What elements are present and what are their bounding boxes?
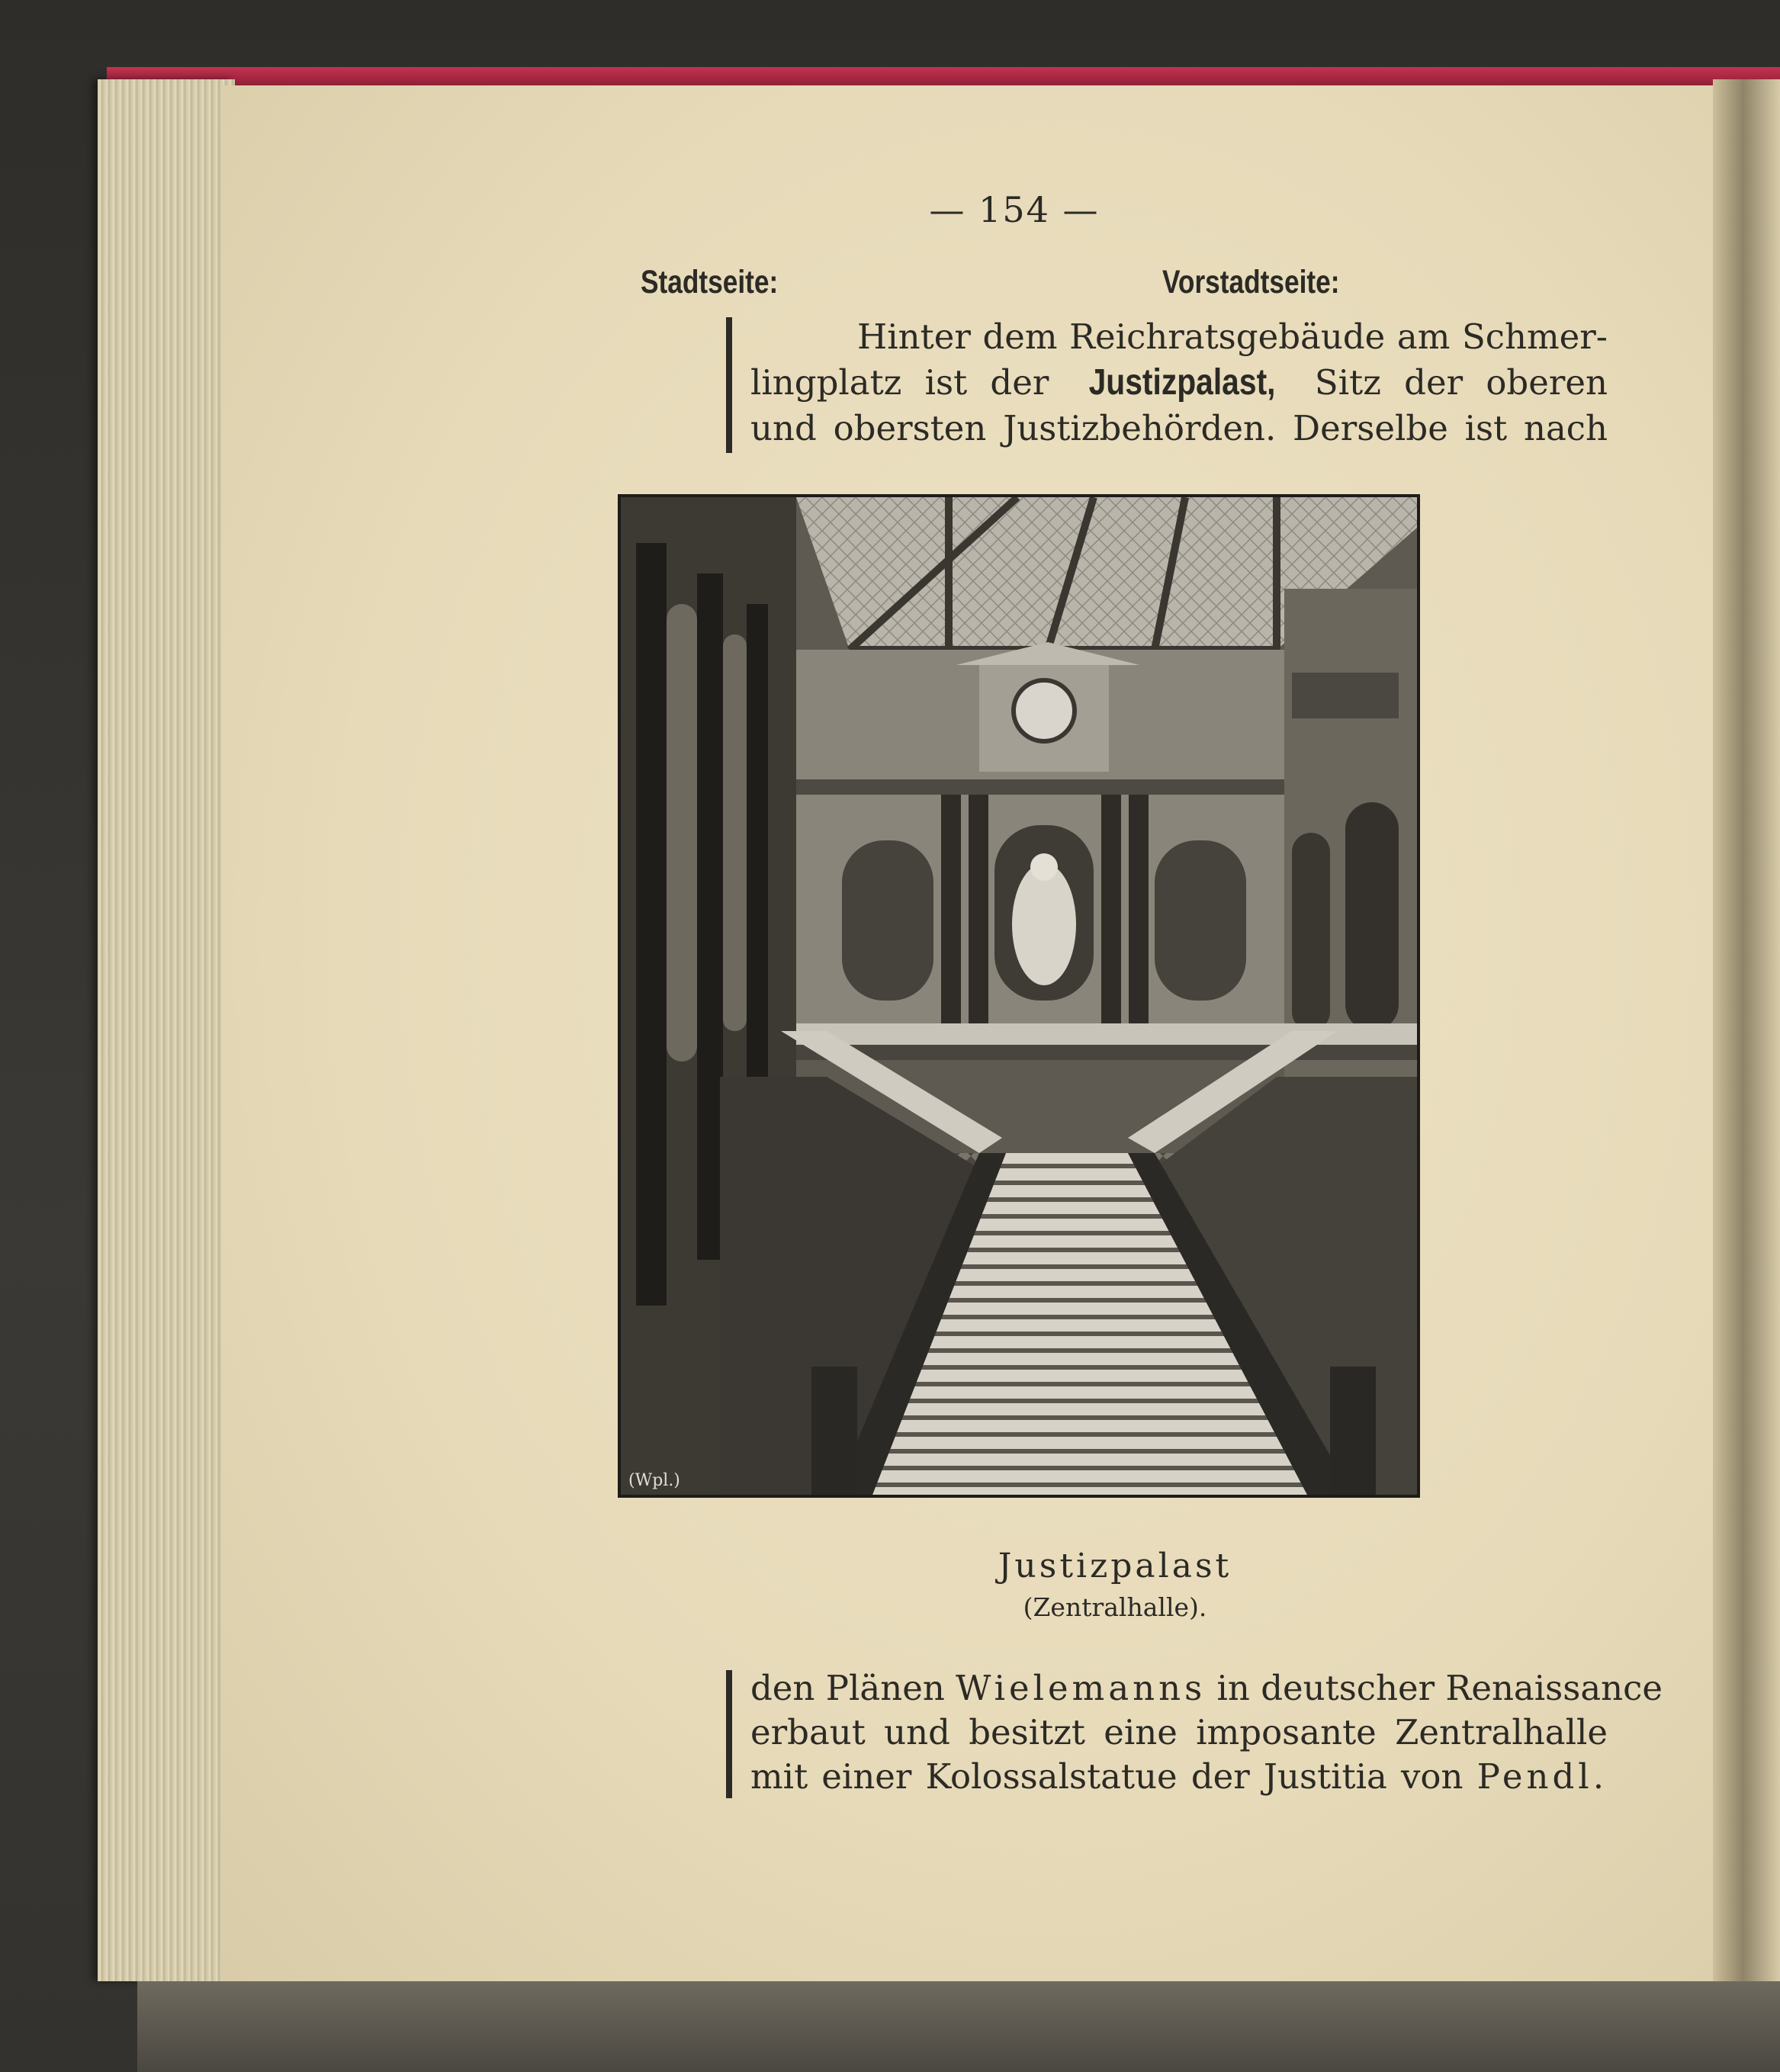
body-line-1: Hinter dem Reichratsgebäude am Schmer-	[857, 316, 1608, 357]
book-cover-edge	[107, 67, 1780, 87]
body-line-6	[750, 1756, 1608, 1798]
body-line-5: erbaut und besitzt eine imposante Zentralhalle	[750, 1712, 1608, 1752]
header-vorstadtseite: Vorstadtseite:	[1162, 264, 1340, 300]
photo-monogram: (Wpl.)	[628, 1471, 680, 1490]
margin-bar-top	[726, 317, 732, 453]
page-bottom-shadow	[137, 1981, 1780, 2072]
page-edges	[98, 79, 235, 1981]
body-line-6-start: mit einer Kolossalstatue der Justitia von	[750, 1756, 1464, 1797]
caption-title: Justizpalast	[998, 1547, 1232, 1585]
header-stadtseite: Stadtseite:	[641, 264, 779, 300]
architect-name: Wielemanns	[956, 1668, 1206, 1708]
page-number: — 154 —	[929, 189, 1100, 230]
body-line-2-start: lingplatz ist der	[750, 362, 1049, 403]
body-line-2-end: Sitz der oberen	[1314, 362, 1608, 403]
body-line-3: und obersten Justizbehörden. Derselbe ist nach	[750, 408, 1608, 448]
book-gutter	[1713, 79, 1780, 2072]
body-line-2	[750, 361, 1608, 404]
justizpalast-bold: Justizpalast,	[1088, 362, 1276, 403]
photo-engraving	[621, 497, 1417, 1495]
caption-subtitle: (Zentralhalle).	[1023, 1592, 1207, 1622]
body-line-4	[750, 1667, 1663, 1710]
body-line-4-end: in deutscher Renaissance	[1216, 1668, 1663, 1708]
sculptor-name: Pendl.	[1476, 1756, 1608, 1797]
body-line-4-start: den Plänen	[750, 1668, 945, 1708]
photo-justizpalast-zentralhalle	[618, 494, 1420, 1498]
margin-bar-bottom	[726, 1670, 732, 1798]
